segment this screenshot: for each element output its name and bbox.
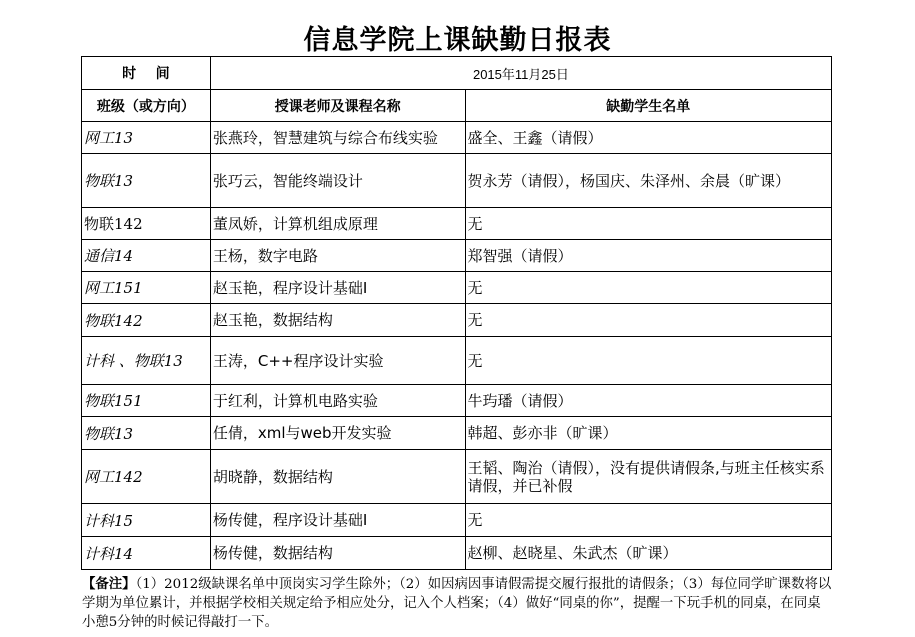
absent-cell: 郑智强（请假） xyxy=(465,240,831,272)
absent-cell: 赵柳、赵晓星、朱武杰（旷课） xyxy=(465,537,831,570)
remarks xyxy=(82,575,832,632)
class-cell: 物联13 xyxy=(82,154,211,208)
remarks-tag: 【备注】 xyxy=(82,577,136,592)
table-row xyxy=(82,122,832,154)
teacher-cell: 于红利，计算机电路实验 xyxy=(210,385,465,417)
absent-cell: 无 xyxy=(465,304,831,337)
absent-cell: 无 xyxy=(465,272,831,304)
class-cell: 通信14 xyxy=(82,240,211,272)
time-label: 时 间 xyxy=(82,57,211,90)
table-row xyxy=(82,450,832,504)
remarks-text: （1）2012级缺课名单中顶岗实习学生除外；（2）如因病因事请假需提交履行报批的请假条；（3）每位同学旷课数将以学期为单位累计，并根据学校相关规定给予相应处分，记入个人档案；（4）做好“同桌的你”，提醒一下玩手机的同桌，在同桌小憩5分钟的时候记得敲打一下。 xyxy=(82,577,832,630)
table-row xyxy=(82,504,832,537)
teacher-cell: 王杨，数字电路 xyxy=(210,240,465,272)
class-cell: 计科 、物联13 xyxy=(82,337,211,385)
absent-cell: 牛玙璠（请假） xyxy=(465,385,831,417)
absent-cell: 无 xyxy=(465,208,831,240)
class-cell: 网工151 xyxy=(82,272,211,304)
class-cell: 物联142 xyxy=(82,304,211,337)
class-header: 班级（或方向） xyxy=(82,90,211,122)
table-row xyxy=(82,304,832,337)
table-row xyxy=(82,154,832,208)
report-title: 信息学院上课缺勤日报表 xyxy=(303,25,612,56)
table-row xyxy=(82,385,832,417)
teacher-cell: 杨传健，数据结构 xyxy=(210,537,465,570)
table-row xyxy=(82,537,832,570)
teacher-cell: 王涛，C++程序设计实验 xyxy=(210,337,465,385)
teacher-cell: 董凤娇，计算机组成原理 xyxy=(210,208,465,240)
teacher-header: 授课老师及课程名称 xyxy=(210,90,465,122)
absent-header: 缺勤学生名单 xyxy=(465,90,831,122)
class-cell: 网工13 xyxy=(82,122,211,154)
absent-cell: 王韬、陶治（请假），没有提供请假条,与班主任核实系请假，并已补假 xyxy=(465,450,831,504)
teacher-cell: 张燕玲，智慧建筑与综合布线实验 xyxy=(210,122,465,154)
time-row xyxy=(82,57,832,90)
header-row xyxy=(82,90,832,122)
class-cell: 物联142 xyxy=(82,208,211,240)
table-row xyxy=(82,272,832,304)
class-cell: 物联151 xyxy=(82,385,211,417)
absent-cell: 贺永芳（请假），杨国庆、朱泽州、余晨（旷课） xyxy=(465,154,831,208)
class-cell: 网工142 xyxy=(82,450,211,504)
report-date: 2015年11月25日 xyxy=(210,57,831,90)
table-row xyxy=(82,240,832,272)
table-row xyxy=(82,208,832,240)
teacher-cell: 杨传健，程序设计基础I xyxy=(210,504,465,537)
absent-cell: 盛全、王鑫（请假） xyxy=(465,122,831,154)
teacher-cell: 任倩，xml与web开发实验 xyxy=(210,417,465,450)
teacher-cell: 胡晓静，数据结构 xyxy=(210,450,465,504)
class-cell: 计科15 xyxy=(82,504,211,537)
absent-cell: 无 xyxy=(465,337,831,385)
teacher-cell: 赵玉艳，程序设计基础I xyxy=(210,272,465,304)
teacher-cell: 赵玉艳，数据结构 xyxy=(210,304,465,337)
class-cell: 物联13 xyxy=(82,417,211,450)
class-cell: 计科14 xyxy=(82,537,211,570)
table-row xyxy=(82,337,832,385)
absent-cell: 无 xyxy=(465,504,831,537)
teacher-cell: 张巧云，智能终端设计 xyxy=(210,154,465,208)
absent-cell: 韩超、彭亦非（旷课） xyxy=(465,417,831,450)
table-row xyxy=(82,417,832,450)
attendance-table xyxy=(81,56,832,570)
